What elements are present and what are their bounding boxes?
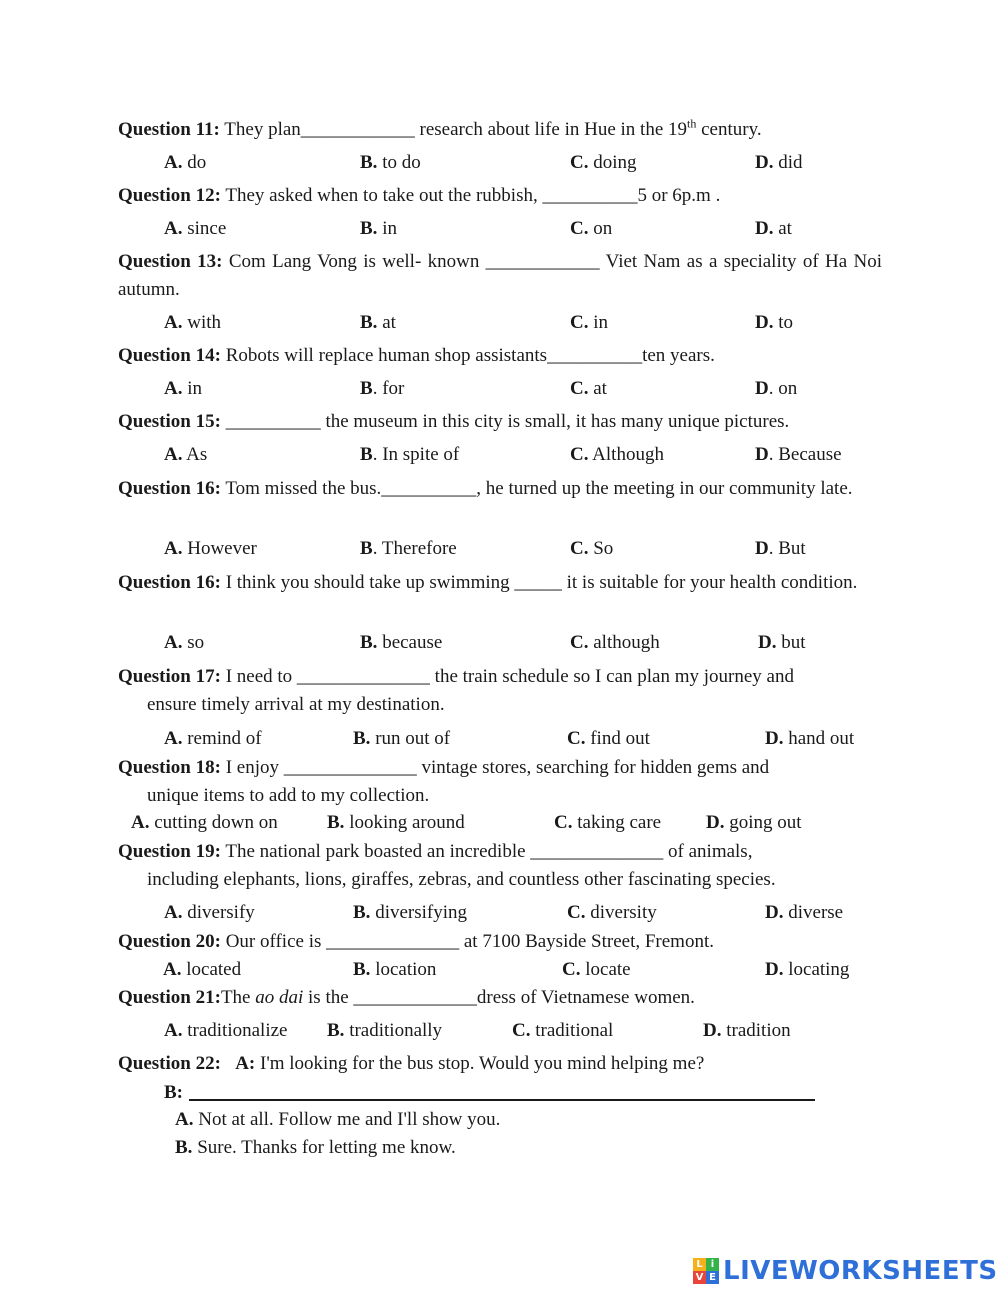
liveworksheets-logo [693,1256,998,1286]
logo-text: LIVEWORKSHEETS [723,1256,998,1286]
question-16b [118,569,882,597]
logo-mark-icon: L i V E [693,1258,719,1284]
question-label: Question 11: [118,119,220,140]
question-label: Question 14: [118,345,221,366]
option-d[interactable]: D. Because [755,444,842,465]
option-b[interactable]: B. to do [360,152,421,173]
options-12 [0,216,1000,242]
question-text: is the _____________dress of Vietnamese women. [303,987,695,1008]
question-text: I'm looking for the bus stop. Would you mind helping me? [255,1053,705,1074]
answer-blank[interactable] [189,1099,815,1101]
question-19 [118,838,882,894]
option-b[interactable]: B. in [360,218,397,239]
question-text: ensure timely arrival at my destination. [147,694,445,715]
option-b[interactable]: B. run out of [353,728,451,749]
italic-term: ao dai [255,987,304,1008]
question-label: Question 15: [118,411,221,432]
question-label: Question 17: [118,666,221,687]
question-text: They asked when to take out the rubbish, __________5 or 6p.m . [220,185,721,206]
option-b[interactable]: B. location [353,959,437,980]
question-text: The [220,987,256,1008]
question-label: Question 13: [118,251,223,272]
question-label: Question 16: [118,478,221,499]
option-c[interactable]: C. doing [570,152,637,173]
option-a[interactable]: A. since [164,218,227,239]
option-d[interactable]: D. going out [706,812,802,833]
question-label: Question 18: [118,757,221,778]
option-b[interactable]: B. In spite of [360,444,460,465]
question-12 [118,182,882,210]
option-d[interactable]: D. locating [765,959,850,980]
option-c[interactable]: C. although [570,632,660,653]
option-a[interactable]: A. located [163,959,242,980]
option-a[interactable]: A. cutting down on [131,812,278,833]
options-19 [0,900,1000,926]
superscript: th [687,116,697,131]
speaker-b: B: [164,1082,183,1103]
option-b[interactable]: B. at [360,312,396,333]
question-text: I enjoy ______________ vintage stores, searching for hidden gems and [220,757,770,778]
question-label: Question 21: [118,987,221,1008]
question-17 [118,663,882,719]
option-c[interactable]: C. So [570,538,614,559]
options-18 [0,810,1000,836]
question-text: Tom missed the bus.__________, he turned up the meeting in our community late. [220,478,853,499]
option-d[interactable]: D. But [755,538,806,559]
answer-option-a[interactable]: A. Not at all. Follow me and I'll show you. [175,1109,501,1130]
option-d[interactable]: D. did [755,152,803,173]
option-c[interactable]: C. find out [567,728,650,749]
option-a[interactable]: A. diversify [164,902,255,923]
question-16a [118,475,882,503]
options-15 [0,442,1000,468]
options-16a [0,536,1000,562]
question-label: Question 12: [118,185,221,206]
question-text: unique items to add to my collection. [147,785,430,806]
question-text: Our office is ______________ at 7100 Bayside Street, Fremont. [220,931,714,952]
option-a[interactable]: A. traditionalize [164,1020,288,1041]
option-d[interactable]: D. diverse [765,902,844,923]
question-label: Question 22: [118,1053,221,1074]
option-c[interactable]: C. in [570,312,609,333]
option-d[interactable]: D. at [755,218,792,239]
option-b[interactable]: B. Therefore [360,538,457,559]
option-c[interactable]: C. diversity [567,902,657,923]
question-label: Question 16: [118,572,221,593]
question-18 [118,754,882,810]
option-d[interactable]: D. to [755,312,794,333]
question-text: Com Lang Vong is well- known ____________ Viet Nam as a speciality of Ha Noi autumn. [118,251,882,300]
options-20 [0,957,1000,983]
option-c[interactable]: C. Although [570,444,664,465]
question-14 [118,342,882,370]
question-text: I think you should take up swimming _____ it is suitable for your health condition. [220,572,858,593]
option-d[interactable]: D. hand out [765,728,855,749]
option-a[interactable]: A. so [164,632,205,653]
options-16b [0,630,1000,656]
question-13 [118,248,882,304]
question-22 [118,1050,882,1078]
question-text: century. [696,119,762,140]
answer-option-b[interactable]: B. Sure. Thanks for letting me know. [175,1137,456,1158]
option-a[interactable]: A. do [164,152,207,173]
option-b[interactable]: B. traditionally [327,1020,443,1041]
question-21 [118,984,882,1012]
option-c[interactable]: C. locate [562,959,631,980]
option-c[interactable]: C. on [570,218,613,239]
option-c[interactable]: C. taking care [554,812,662,833]
option-b[interactable]: B. because [360,632,443,653]
question-text: I need to ______________ the train schedule so I can plan my journey and [220,666,794,687]
option-b[interactable]: B. diversifying [353,902,468,923]
option-a[interactable]: A. remind of [164,728,262,749]
options-13 [0,310,1000,336]
option-d[interactable]: D. on [755,378,798,399]
question-label: Question 19: [118,841,221,862]
question-text: Robots will replace human shop assistants__________ten years. [220,345,715,366]
option-a[interactable]: A. in [164,378,203,399]
options-11 [0,150,1000,176]
option-a[interactable]: A. with [164,312,222,333]
question-text: __________ the museum in this city is small, it has many unique pictures. [220,411,790,432]
option-d[interactable]: D. tradition [703,1020,791,1041]
question-text: including elephants, lions, giraffes, zebras, and countless other fascinating species. [147,869,776,890]
option-c[interactable]: C. at [570,378,607,399]
option-b[interactable]: B. for [360,378,405,399]
option-b[interactable]: B. looking around [327,812,465,833]
options-14 [0,376,1000,402]
speaker-a: A: [235,1053,256,1074]
option-a[interactable]: A. As [164,444,208,465]
option-c[interactable]: C. traditional [512,1020,614,1041]
question-text: The national park boasted an incredible ______________ of animals, [220,841,753,862]
question-20 [118,928,882,956]
option-d[interactable]: D. but [758,632,806,653]
options-21 [0,1018,1000,1044]
question-label: Question 20: [118,931,221,952]
question-15 [118,408,882,436]
question-11 [118,116,882,144]
answer-line [164,1079,882,1107]
question-text: They plan____________ research about life in Hue in the 19 [219,119,688,140]
option-a[interactable]: A. However [164,538,257,559]
options-17 [0,726,1000,752]
